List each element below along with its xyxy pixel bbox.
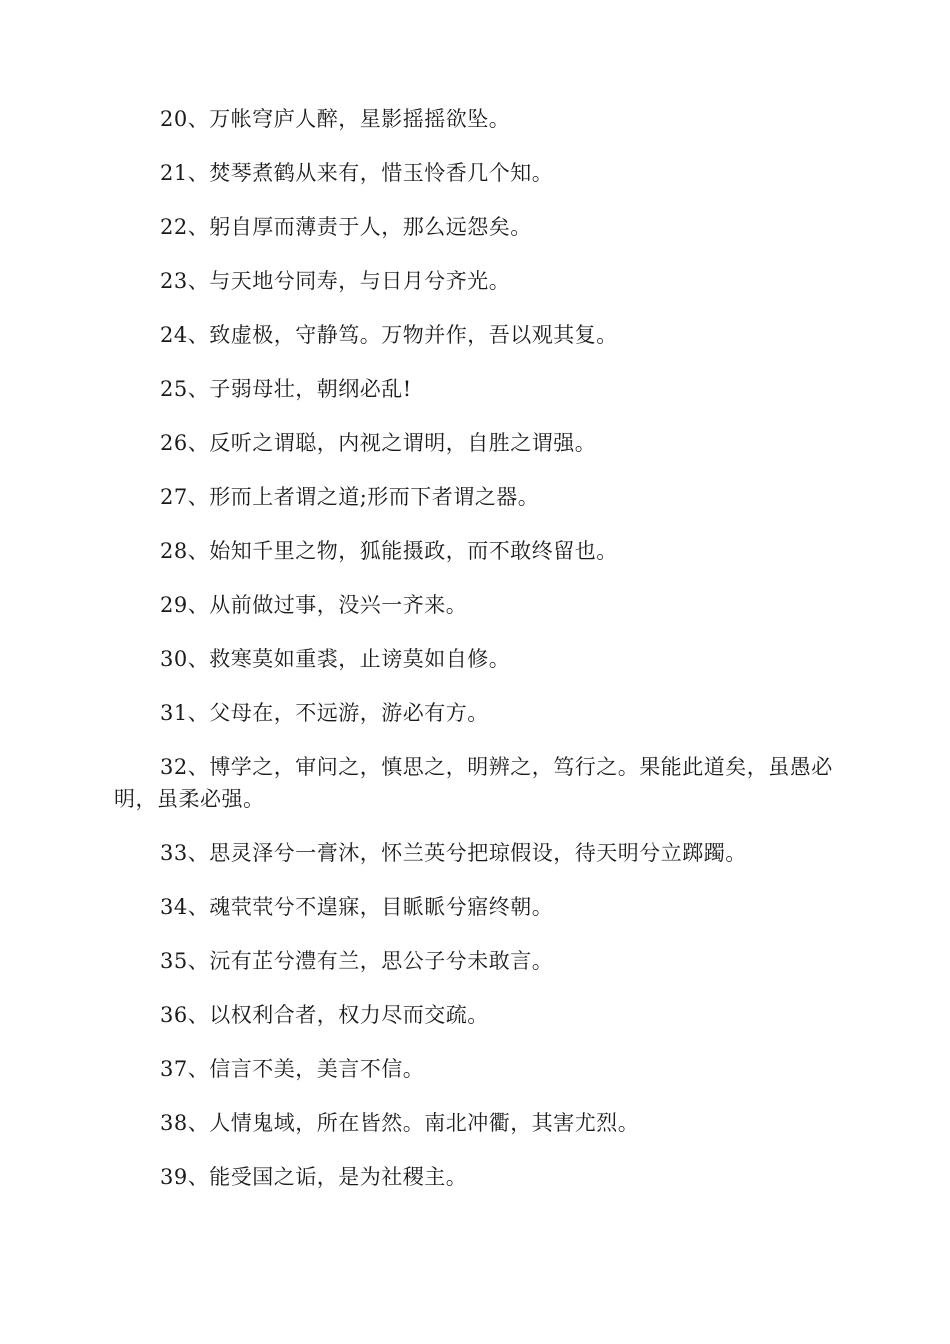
quote-line: 27、形而上者谓之道;形而下者谓之器。 bbox=[160, 485, 540, 509]
quote-line: 38、人情鬼域，所在皆然。南北冲衢，其害尤烈。 bbox=[160, 1111, 640, 1135]
quote-line: 26、反听之谓聪，内视之谓明，自胜之谓强。 bbox=[160, 431, 597, 455]
quote-line: 31、父母在，不远游，游必有方。 bbox=[160, 701, 489, 725]
quote-line: 25、子弱母壮，朝纲必乱! bbox=[160, 377, 412, 401]
quote-line: 23、与天地兮同寿，与日月兮齐光。 bbox=[160, 269, 511, 293]
quote-line: 39、能受国之诟，是为社稷主。 bbox=[160, 1165, 468, 1189]
quote-line: 36、以权利合者，权力尽而交疏。 bbox=[160, 1003, 489, 1027]
quote-line: 22、躬自厚而薄责于人，那么远怨矣。 bbox=[160, 215, 532, 239]
quote-line: 34、魂茕茕兮不遑寐，目眽眽兮寤终朝。 bbox=[160, 895, 554, 919]
quote-line: 29、从前做过事，没兴一齐来。 bbox=[160, 593, 468, 617]
quote-line: 32、博学之，审问之，慎思之，明辨之，笃行之。果能此道矣，虽愚必明，虽柔必强。 bbox=[114, 755, 833, 811]
quote-line: 28、始知千里之物，狐能摄政，而不敢终留也。 bbox=[160, 539, 618, 563]
quote-line: 35、沅有芷兮澧有兰，思公子兮未敢言。 bbox=[160, 949, 554, 973]
quote-line: 21、焚琴煮鹤从来有，惜玉怜香几个知。 bbox=[160, 161, 554, 185]
quote-line: 24、致虚极，守静笃。万物并作，吾以观其复。 bbox=[160, 323, 618, 347]
quote-line: 20、万帐穹庐人醉，星影摇摇欲坠。 bbox=[160, 107, 511, 131]
quote-line: 33、思灵泽兮一膏沐，怀兰英兮把琼假设，待天明兮立踯躅。 bbox=[160, 841, 747, 865]
quote-line: 37、信言不美，美言不信。 bbox=[160, 1057, 425, 1081]
quote-line: 30、救寒莫如重裘，止谤莫如自修。 bbox=[160, 647, 511, 671]
quote-list bbox=[114, 103, 834, 1215]
